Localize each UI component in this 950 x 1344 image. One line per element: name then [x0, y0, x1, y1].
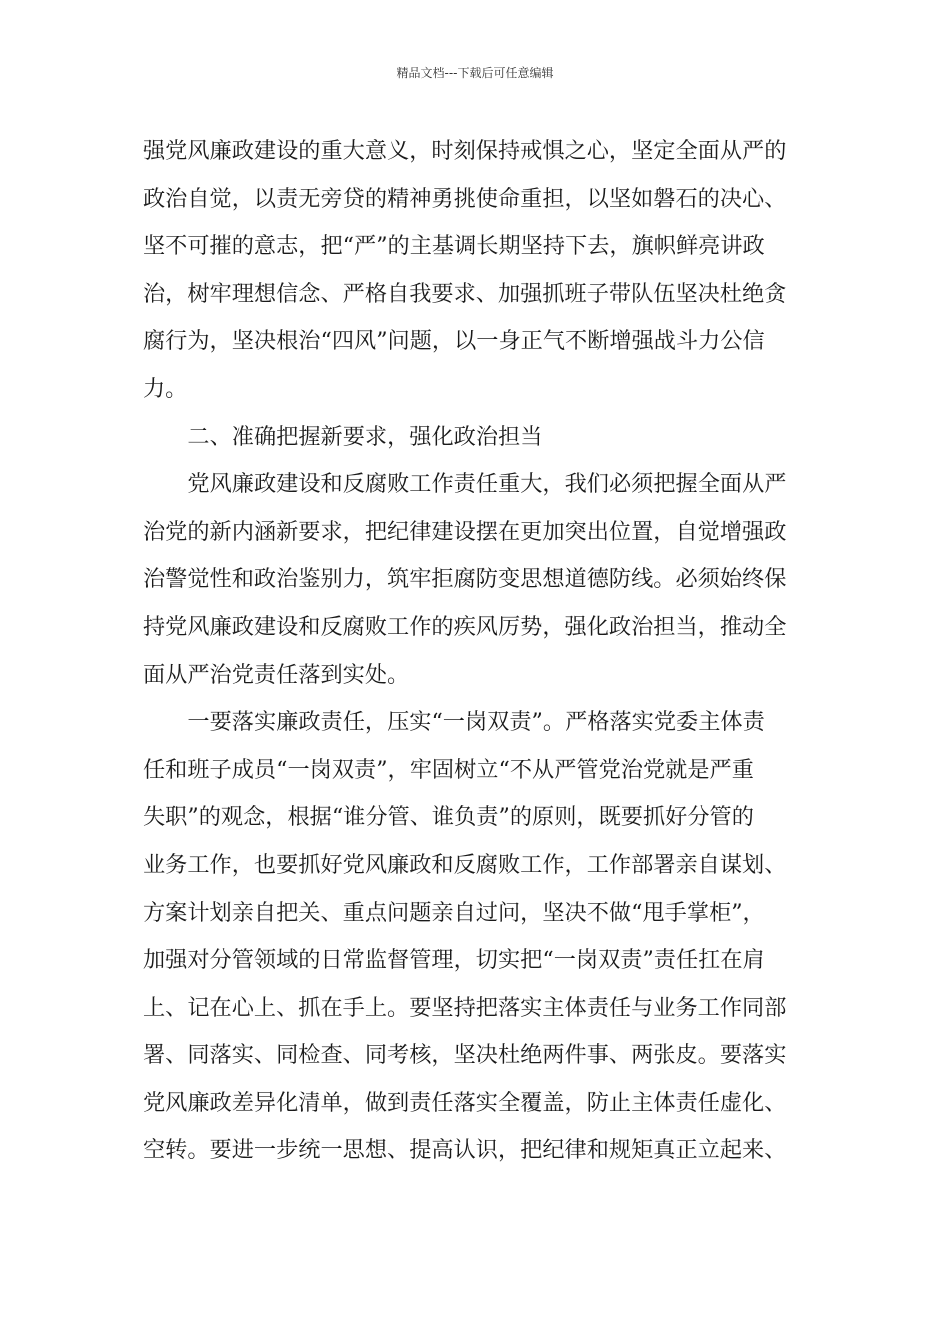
- text-line: 一要落实廉政责任，压实“一岗双责”。严格落实党委主体责: [187, 709, 765, 736]
- text-line: 失职”的观念，根据“谁分管、谁负责”的原则，既要抓好分管的: [143, 804, 754, 831]
- text-line: 任和班子成员“一岗双责”，牢固树立“不从严管党治党就是严重: [143, 756, 754, 783]
- text-line: 政治自觉，以责无旁贷的精神勇挑使命重担，以坚如磐石的决心、: [143, 185, 787, 212]
- text-line: 方案计划亲自把关、重点问题亲自过问，坚决不做“甩手掌柜”，: [143, 899, 765, 926]
- text-line: 持党风廉政建设和反腐败工作的疾风厉势，强化政治担当，推动全: [143, 613, 787, 640]
- text-line: 署、同落实、同检查、同考核，坚决杜绝两件事、两张皮。要落实: [143, 1042, 787, 1069]
- text-line: 治党的新内涵新要求，把纪律建设摆在更加突出位置，自觉增强政: [143, 518, 787, 545]
- text-line: 强党风廉政建设的重大意义，时刻保持戒惧之心，坚定全面从严的: [143, 138, 787, 164]
- text-line: 坚不可摧的意志，把“严”的主基调长期坚持下去，旗帜鲜亮讲政: [143, 233, 765, 260]
- section-heading: 二、准确把握新要求，强化政治担当: [187, 423, 543, 450]
- text-line: 业务工作，也要抓好党风廉政和反腐败工作，工作部署亲自谋划、: [143, 851, 787, 878]
- text-line: 面从严治党责任落到实处。: [143, 661, 410, 688]
- text-line: 空转。要进一步统一思想、提高认识，把纪律和规矩真正立起来、: [143, 1137, 787, 1164]
- text-line: 腐行为，坚决根治“四风”问题，以一身正气不断增强战斗力公信: [143, 328, 765, 355]
- document-body: [143, 128, 809, 1175]
- text-line: 加强对分管领域的日常监督管理，切实把“一岗双责”责任扛在肩: [143, 947, 765, 974]
- text-line: 上、记在心上、抓在手上。要坚持把落实主体责任与业务工作同部: [143, 994, 787, 1021]
- page-header: 精品文档---下载后可任意编辑: [396, 66, 554, 80]
- text-line: 党风廉政差异化清单，做到责任落实全覆盖，防止主体责任虚化、: [143, 1089, 787, 1116]
- text-line: 治，树牢理想信念、严格自我要求、加强抓班子带队伍坚决杜绝贪: [143, 280, 787, 307]
- text-line: 治警觉性和政治鉴别力，筑牢拒腐防变思想道德防线。必须始终保: [143, 566, 787, 593]
- text-line: 党风廉政建设和反腐败工作责任重大，我们必须把握全面从严: [187, 471, 787, 498]
- text-line: 力。: [143, 375, 188, 402]
